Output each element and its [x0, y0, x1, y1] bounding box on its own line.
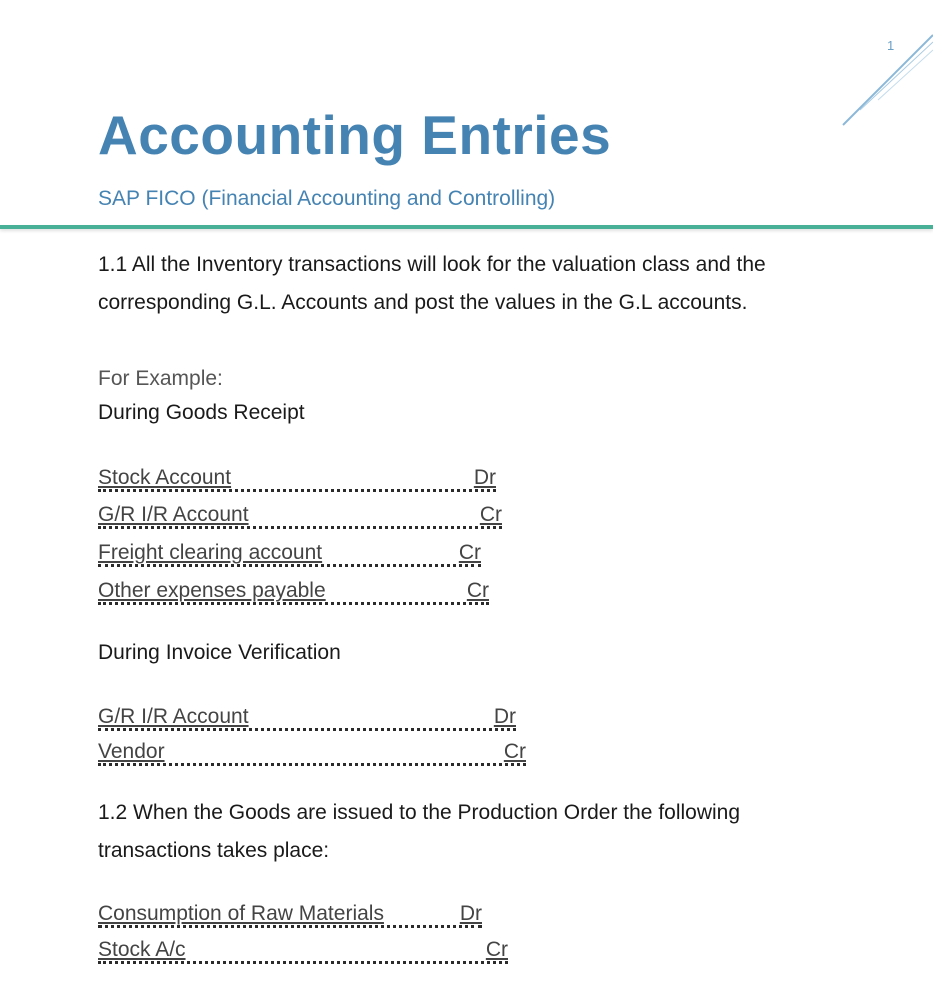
entry-side: Cr [466, 579, 489, 602]
journal-entry-row [98, 499, 502, 529]
section-1-2-paragraph [98, 794, 858, 870]
section-1-1-line-2: corresponding G.L. Accounts and post the values in the G.L accounts. [98, 291, 748, 314]
entry-side: Cr [485, 938, 508, 961]
entry-account: G/R I/R Account [98, 503, 249, 526]
journal-entry-row [98, 537, 481, 567]
entry-side: Dr [493, 705, 516, 728]
journal-entry-row [98, 462, 496, 492]
section-1-2-line-1: 1.2 When the Goods are issued to the Production Order the following [98, 801, 741, 824]
section-1-1-paragraph [98, 246, 858, 322]
journal-entry-row [98, 934, 508, 964]
entry-account: Consumption of Raw Materials [98, 902, 384, 925]
entry-account: Vendor [98, 740, 165, 763]
corner-decoration-lines-icon [838, 30, 933, 130]
section-1-2-line-2: transactions takes place: [98, 839, 330, 862]
entry-side: Cr [503, 740, 526, 763]
section-1-1-line-1: 1.1 All the Inventory transactions will look for the valuation class and the [98, 253, 766, 276]
entry-side: Cr [479, 503, 502, 526]
goods-receipt-heading: During Goods Receipt [98, 401, 305, 424]
journal-entry-row [98, 575, 489, 605]
entry-account: Freight clearing account [98, 541, 323, 564]
entry-side: Dr [459, 902, 482, 925]
invoice-verification-heading: During Invoice Verification [98, 641, 341, 664]
document-subtitle: SAP FICO (Financial Accounting and Controlling) [98, 187, 556, 210]
page-number: 1 [887, 38, 895, 53]
document-title: Accounting Entries [98, 104, 612, 166]
entry-side: Cr [458, 541, 481, 564]
journal-entry-row [98, 701, 516, 731]
header-divider [0, 225, 933, 229]
entry-side: Dr [473, 466, 496, 489]
entry-account: Stock A/c [98, 938, 186, 961]
entry-account: G/R I/R Account [98, 705, 249, 728]
journal-entry-row [98, 736, 526, 766]
entry-account: Other expenses payable [98, 579, 326, 602]
example-label: For Example: [98, 367, 223, 390]
journal-entry-row [98, 898, 482, 928]
entry-account: Stock Account [98, 466, 232, 489]
